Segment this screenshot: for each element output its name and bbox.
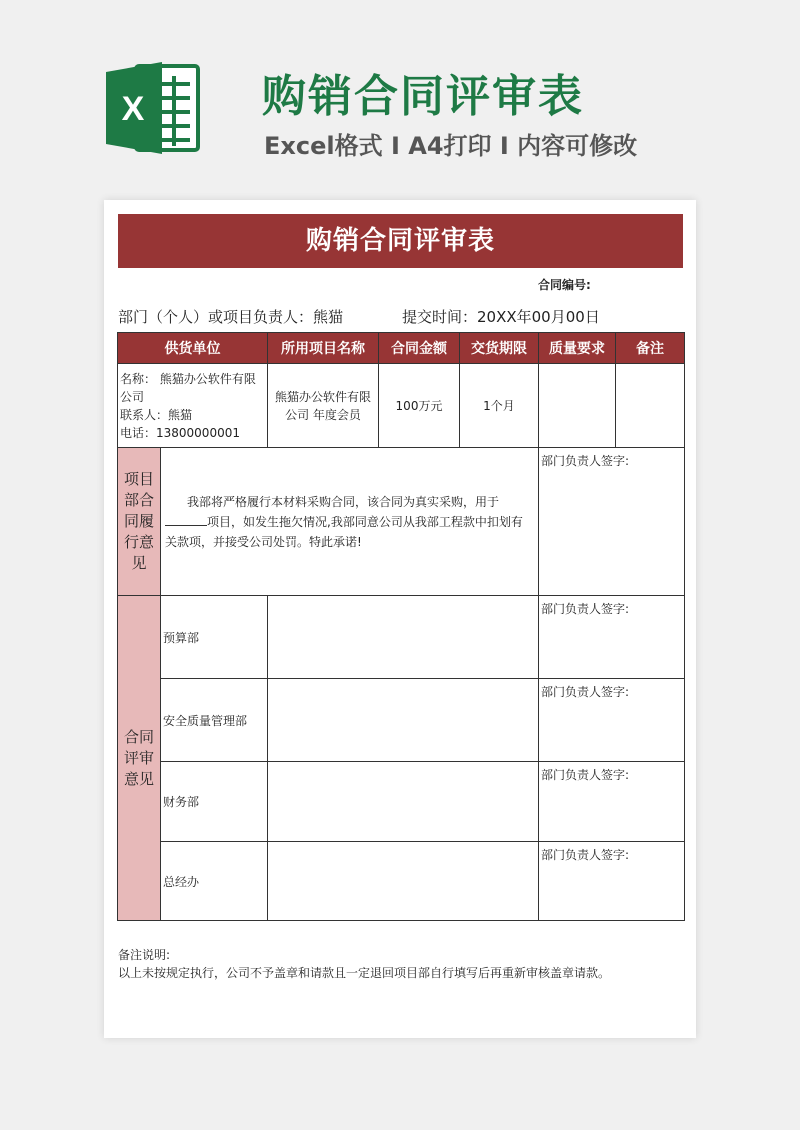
review-opinion-safety[interactable] <box>268 679 539 762</box>
commitment-text-a: 我部将严格履行本材料采购合同，该合同为真实采购，用于 <box>187 494 500 509</box>
logo-letter: X <box>121 90 145 128</box>
header-amount: 合同金额 <box>379 333 460 364</box>
remarks-text: 以上未按规定执行，公司不予盖章和请款且一定退回项目部自行填写后再重新审核盖章请款。 <box>118 966 611 980</box>
review-signature-safety[interactable]: 部门负责人签字: <box>539 679 685 762</box>
review-dept-budget: 预算部 <box>161 596 268 679</box>
supplier-cell[interactable] <box>118 364 268 448</box>
review-dept-gm: 总经办 <box>161 842 268 921</box>
deadline-cell[interactable]: 1个月 <box>460 364 539 448</box>
amount-cell[interactable]: 100万元 <box>379 364 460 448</box>
quality-cell[interactable] <box>539 364 616 448</box>
header-project-name: 所用项目名称 <box>268 333 379 364</box>
performance-commitment[interactable] <box>161 448 539 596</box>
performance-label: 项目部合同履行意见 <box>118 448 161 596</box>
project-blank-line <box>165 514 207 526</box>
department-owner-line: 部门（个人）或项目负责人：熊猫 <box>118 308 344 326</box>
data-row <box>118 364 685 448</box>
commitment-text-b: 项目，如发生拖欠情况,我部同意公司从我部工程款中扣划有关款项，并接受公司处罚。特此承诺! <box>165 514 523 549</box>
review-signature-finance[interactable]: 部门负责人签字: <box>539 762 685 842</box>
supplier-name: 名称： 熊猫办公软件有限公司 <box>120 371 256 404</box>
document-title: 购销合同评审表 <box>118 214 683 268</box>
supplier-contact: 联系人：熊猫 <box>120 407 193 422</box>
header-note: 备注 <box>616 333 685 364</box>
hero-subtitle: Excel格式 I A4打印 I 内容可修改 <box>264 132 638 160</box>
remarks-title: 备注说明: <box>118 948 171 962</box>
header-supplier: 供货单位 <box>118 333 268 364</box>
note-cell[interactable] <box>616 364 685 448</box>
review-row <box>118 596 685 679</box>
header-row <box>118 333 685 364</box>
review-row <box>118 679 685 762</box>
review-opinion-gm[interactable] <box>268 842 539 921</box>
review-opinion-budget[interactable] <box>268 596 539 679</box>
submit-time-line: 提交时间：20XX年00月00日 <box>402 308 600 326</box>
review-form-table <box>117 332 685 921</box>
supplier-phone: 电话：13800000001 <box>120 425 240 440</box>
review-opinion-finance[interactable] <box>268 762 539 842</box>
header-deadline: 交货期限 <box>460 333 539 364</box>
review-dept-finance: 财务部 <box>161 762 268 842</box>
document-sheet <box>104 200 696 1038</box>
header-quality: 质量要求 <box>539 333 616 364</box>
performance-signature[interactable]: 部门负责人签字: <box>539 448 685 596</box>
review-label: 合同评审意见 <box>118 596 161 921</box>
review-signature-budget[interactable]: 部门负责人签字: <box>539 596 685 679</box>
performance-row <box>118 448 685 596</box>
review-dept-safety: 安全质量管理部 <box>161 679 268 762</box>
review-row <box>118 842 685 921</box>
review-signature-gm[interactable]: 部门负责人签字: <box>539 842 685 921</box>
hero-title: 购销合同评审表 <box>262 71 584 122</box>
contract-number-label: 合同编号: <box>538 278 591 292</box>
project-name-cell[interactable]: 熊猫办公软件有限公司 年度会员 <box>268 364 379 448</box>
excel-logo-icon <box>106 62 202 154</box>
review-row <box>118 762 685 842</box>
hero-banner <box>0 0 800 195</box>
